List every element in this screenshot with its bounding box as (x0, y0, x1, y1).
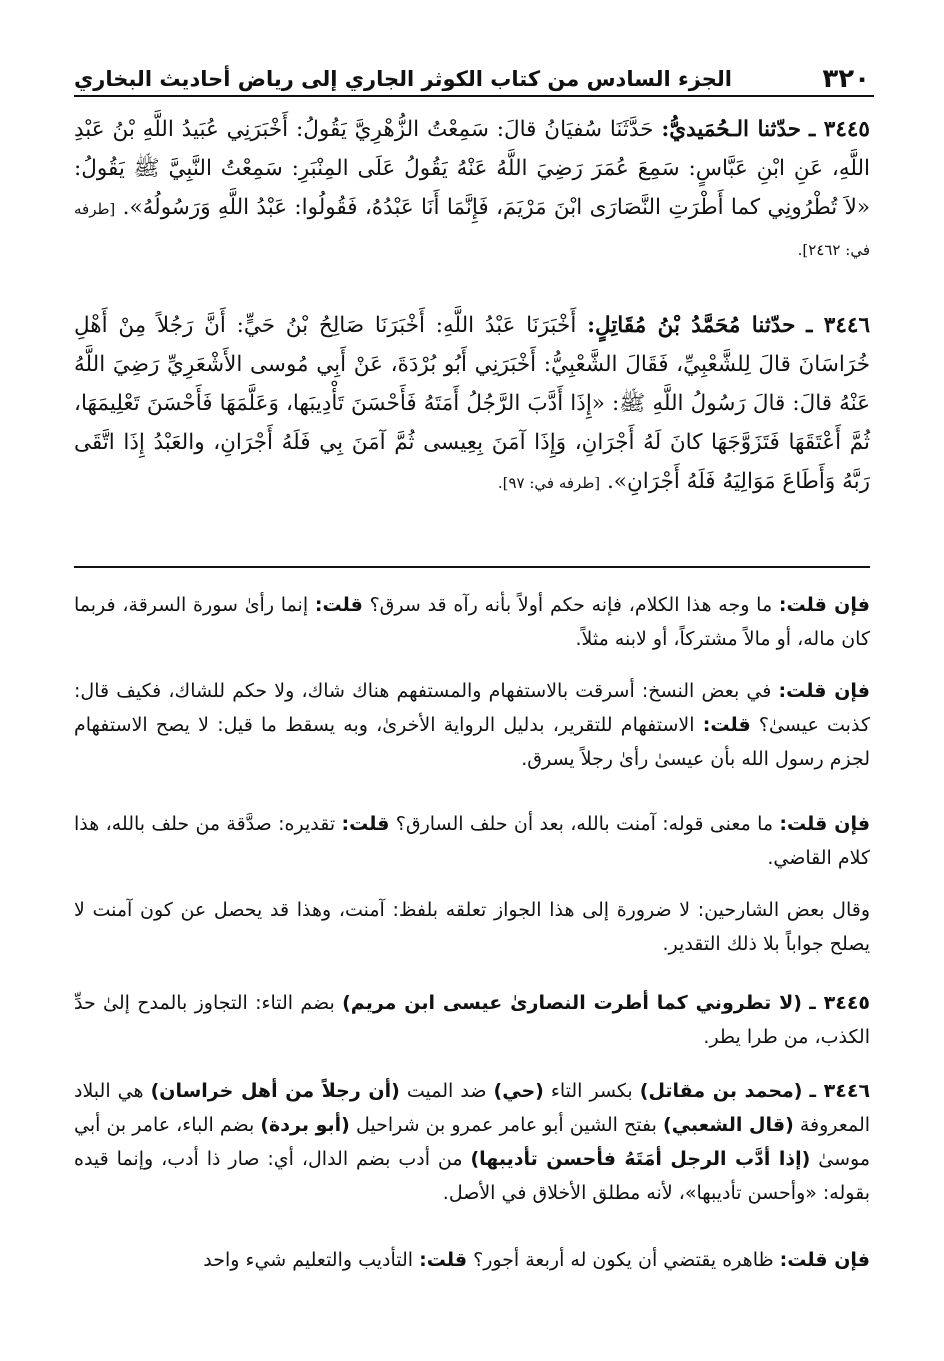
hadith-ref-number: ٣٤٤٥ ـ (809, 992, 871, 1014)
question-text: ما وجه هذا الكلام، فإنه حكم أولاً بأنه رآه قد سرق؟ (369, 594, 773, 616)
answer-text: الاستفهام للتقرير، بدليل الرواية الأخرىٰ، وبه يسقط ما قيل: لا يصح الاستفهام لجزم رسول الله بأن عيسىٰ رأىٰ رجلاً يسرق. (74, 714, 870, 770)
hadith-3446 (74, 306, 870, 503)
hadith-3445 (74, 110, 870, 270)
running-title: الجزء السادس من كتاب الكوثر الجاري إلى رياض أحاديث البخاري (74, 67, 732, 91)
hadith-text: حَدَّثَنَا سُفيَانُ قالَ: سَمِعْتُ الزُّهْرِيَّ يَقُولُ: أَخْبَرَنِي عُبَيدُ اللَّهِ بْنُ عَبْدِ اللَّهِ، عَنِ ابْنِ عَبَّاسٍ: سَمِعَ عُمَرَ رَضِيَ اللَّهُ عَنْهُ يَقُولُ عَلَى المِنْبَرِ: سَمِعْتُ النَّبِيَّ ﷺ يَقُولُ: «لاَ تُطْرُونِي كما أَطْرَتِ النَّصَارَى ابْنَ مَرْيَمَ، فَإِنَّمَا أَنَا عَبْدُهُ، فَقُولُوا: عَبْدُ اللَّهِ وَرَسُولُهُ». (74, 117, 870, 220)
commentary-paragraph (74, 674, 870, 776)
header-divider (74, 95, 874, 97)
hadith-narrator: حدّثنا مُحَمَّدُ بْنُ مُقَاتِلٍ: (587, 313, 796, 338)
paragraph-text: هي البلاد المعروفة (74, 1080, 871, 1136)
commentary-paragraph (74, 893, 870, 961)
hadith-number: ٣٤٤٥ ـ (808, 117, 870, 142)
answer-lead: قلت: (702, 714, 751, 736)
commentary-paragraph (74, 986, 870, 1054)
hadith-text: أَخْبَرَنَا عَبْدُ اللَّهِ: أَخْبَرَنَا صَالِحُ بْنُ حَيٍّ: أَنَّ رَجُلاً مِنْ أَهْلِ خُرَاسَانَ قالَ لِلشَّعْبِيِّ، فَقَالَ الشَّعْبِيُّ: أَخْبَرَنِي أَبُو بُرْدَةَ، عَنْ أَبِي مُوسى الأَشْعَرِيِّ رَضِيَ اللَّهُ عَنْهُ قالَ: قالَ رَسُولُ اللَّهِ ﷺ: «إِذَا أَدَّبَ الرَّجُلُ أَمَتَهُ فَأَحْسَنَ تَأْدِيبَها، وَعَلَّمَهَا فَأَحْسَنَ تَعْلِيمَهَا، ثُمَّ أَعْتَقَهَا فَتَزَوَّجَهَا كانَ لَهُ أَجْرَانِ، وَإِذَا آمَنَ بِعِيسى ثُمَّ آمَنَ بِي فَلَهُ أَجْرَانِ، والعَبْدُ إِذَا اتَّقَى رَبَّهُ وَأَطَاعَ مَوَالِيَهُ فَلَهُ أَجْرَانِ». (74, 313, 870, 494)
page-header (74, 54, 870, 94)
paragraph-text: ضد الميت (406, 1080, 487, 1102)
paragraph-text: من أدب بضم الدال، أي: صار ذا أدب، وإنما قيده بقوله: «وأحسن تأديبها»، لأنه مطلق الأخلاق في الأصل. (74, 1148, 870, 1204)
quoted-phrase: (أن رجلاً من أهل خراسان) (150, 1080, 400, 1102)
quoted-phrase: (حي) (493, 1080, 544, 1102)
commentary-paragraph (74, 1243, 870, 1277)
quoted-phrase: (قال الشعبي) (663, 1114, 794, 1136)
answer-text: إنما رأىٰ سورة السرقة، فربما كان ماله، أو مالاً مشتركاً، أو لابنه مثلاً. (74, 594, 870, 650)
paragraph-text: بكسر التاء (550, 1080, 633, 1102)
answer-lead: قلت: (419, 1249, 468, 1271)
answer-lead: قلت: (341, 813, 390, 835)
quoted-phrase: (لا تطروني كما أطرت النصارىٰ عيسى ابن مريم) (342, 992, 802, 1014)
page-number: ٣٢٠ (822, 64, 870, 94)
commentary-divider (74, 566, 870, 568)
question-text: في بعض النسخ: أسرقت بالاستفهام والمستفهم هناك شاك، ولا حكم للشاك، فكيف قال: كذبت عيسىٰ؟ (74, 680, 870, 736)
question-text: ظاهره يقتضي أن يكون له أربعة أجور؟ (473, 1249, 774, 1271)
hadith-number: ٣٤٤٦ ـ (806, 313, 870, 338)
answer-lead: قلت: (314, 594, 363, 616)
hadith-reference: [طرفه في: ٢٤٦٢]. (74, 200, 870, 259)
paragraph-text: وقال بعض الشارحين: لا ضرورة إلى هذا الجواز تعلقه بلفظ: آمنت، وهذا قد يحصل عن كون آمنت لا يصلح جواباً بلا ذلك التقدير. (74, 899, 870, 955)
question-lead: فإن قلت: (779, 1249, 870, 1271)
commentary-paragraph (74, 1074, 870, 1210)
question-lead: فإن قلت: (778, 680, 870, 702)
quoted-phrase: (محمد بن مقاتل) (639, 1080, 803, 1102)
question-text: ما معنى قوله: آمنت بالله، بعد أن حلف السارق؟ (395, 813, 774, 835)
answer-text: تقديره: صدَّقة من حلف بالله، هذا كلام القاضي. (74, 813, 870, 869)
paragraph-text: بضم الباء، عامر بن أبي موسىٰ (74, 1114, 871, 1170)
paragraph-text: بضم التاء: التجاوز بالمدح إلىٰ حدِّ الكذب، من طرا يطر. (74, 992, 870, 1048)
answer-text: التأديب والتعليم شيء واحد (203, 1249, 414, 1271)
hadith-narrator: حدّثنا الـحُمَيديُّ: (661, 117, 802, 142)
quoted-phrase: (إذا أدَّب الرجل أمَتَهُ فأحسن تأديبها) (470, 1148, 811, 1170)
hadith-ref-number: ٣٤٤٦ ـ (809, 1080, 871, 1102)
commentary-paragraph (74, 807, 870, 875)
question-lead: فإن قلت: (779, 813, 871, 835)
quoted-phrase: (أبو بردة) (260, 1114, 350, 1136)
question-lead: فإن قلت: (778, 594, 870, 616)
hadith-reference: [طرفه في: ٩٧]. (497, 474, 601, 492)
paragraph-text: بفتح الشين أبو عامر عمرو بن شراحيل (355, 1114, 657, 1136)
commentary-paragraph (74, 588, 870, 656)
